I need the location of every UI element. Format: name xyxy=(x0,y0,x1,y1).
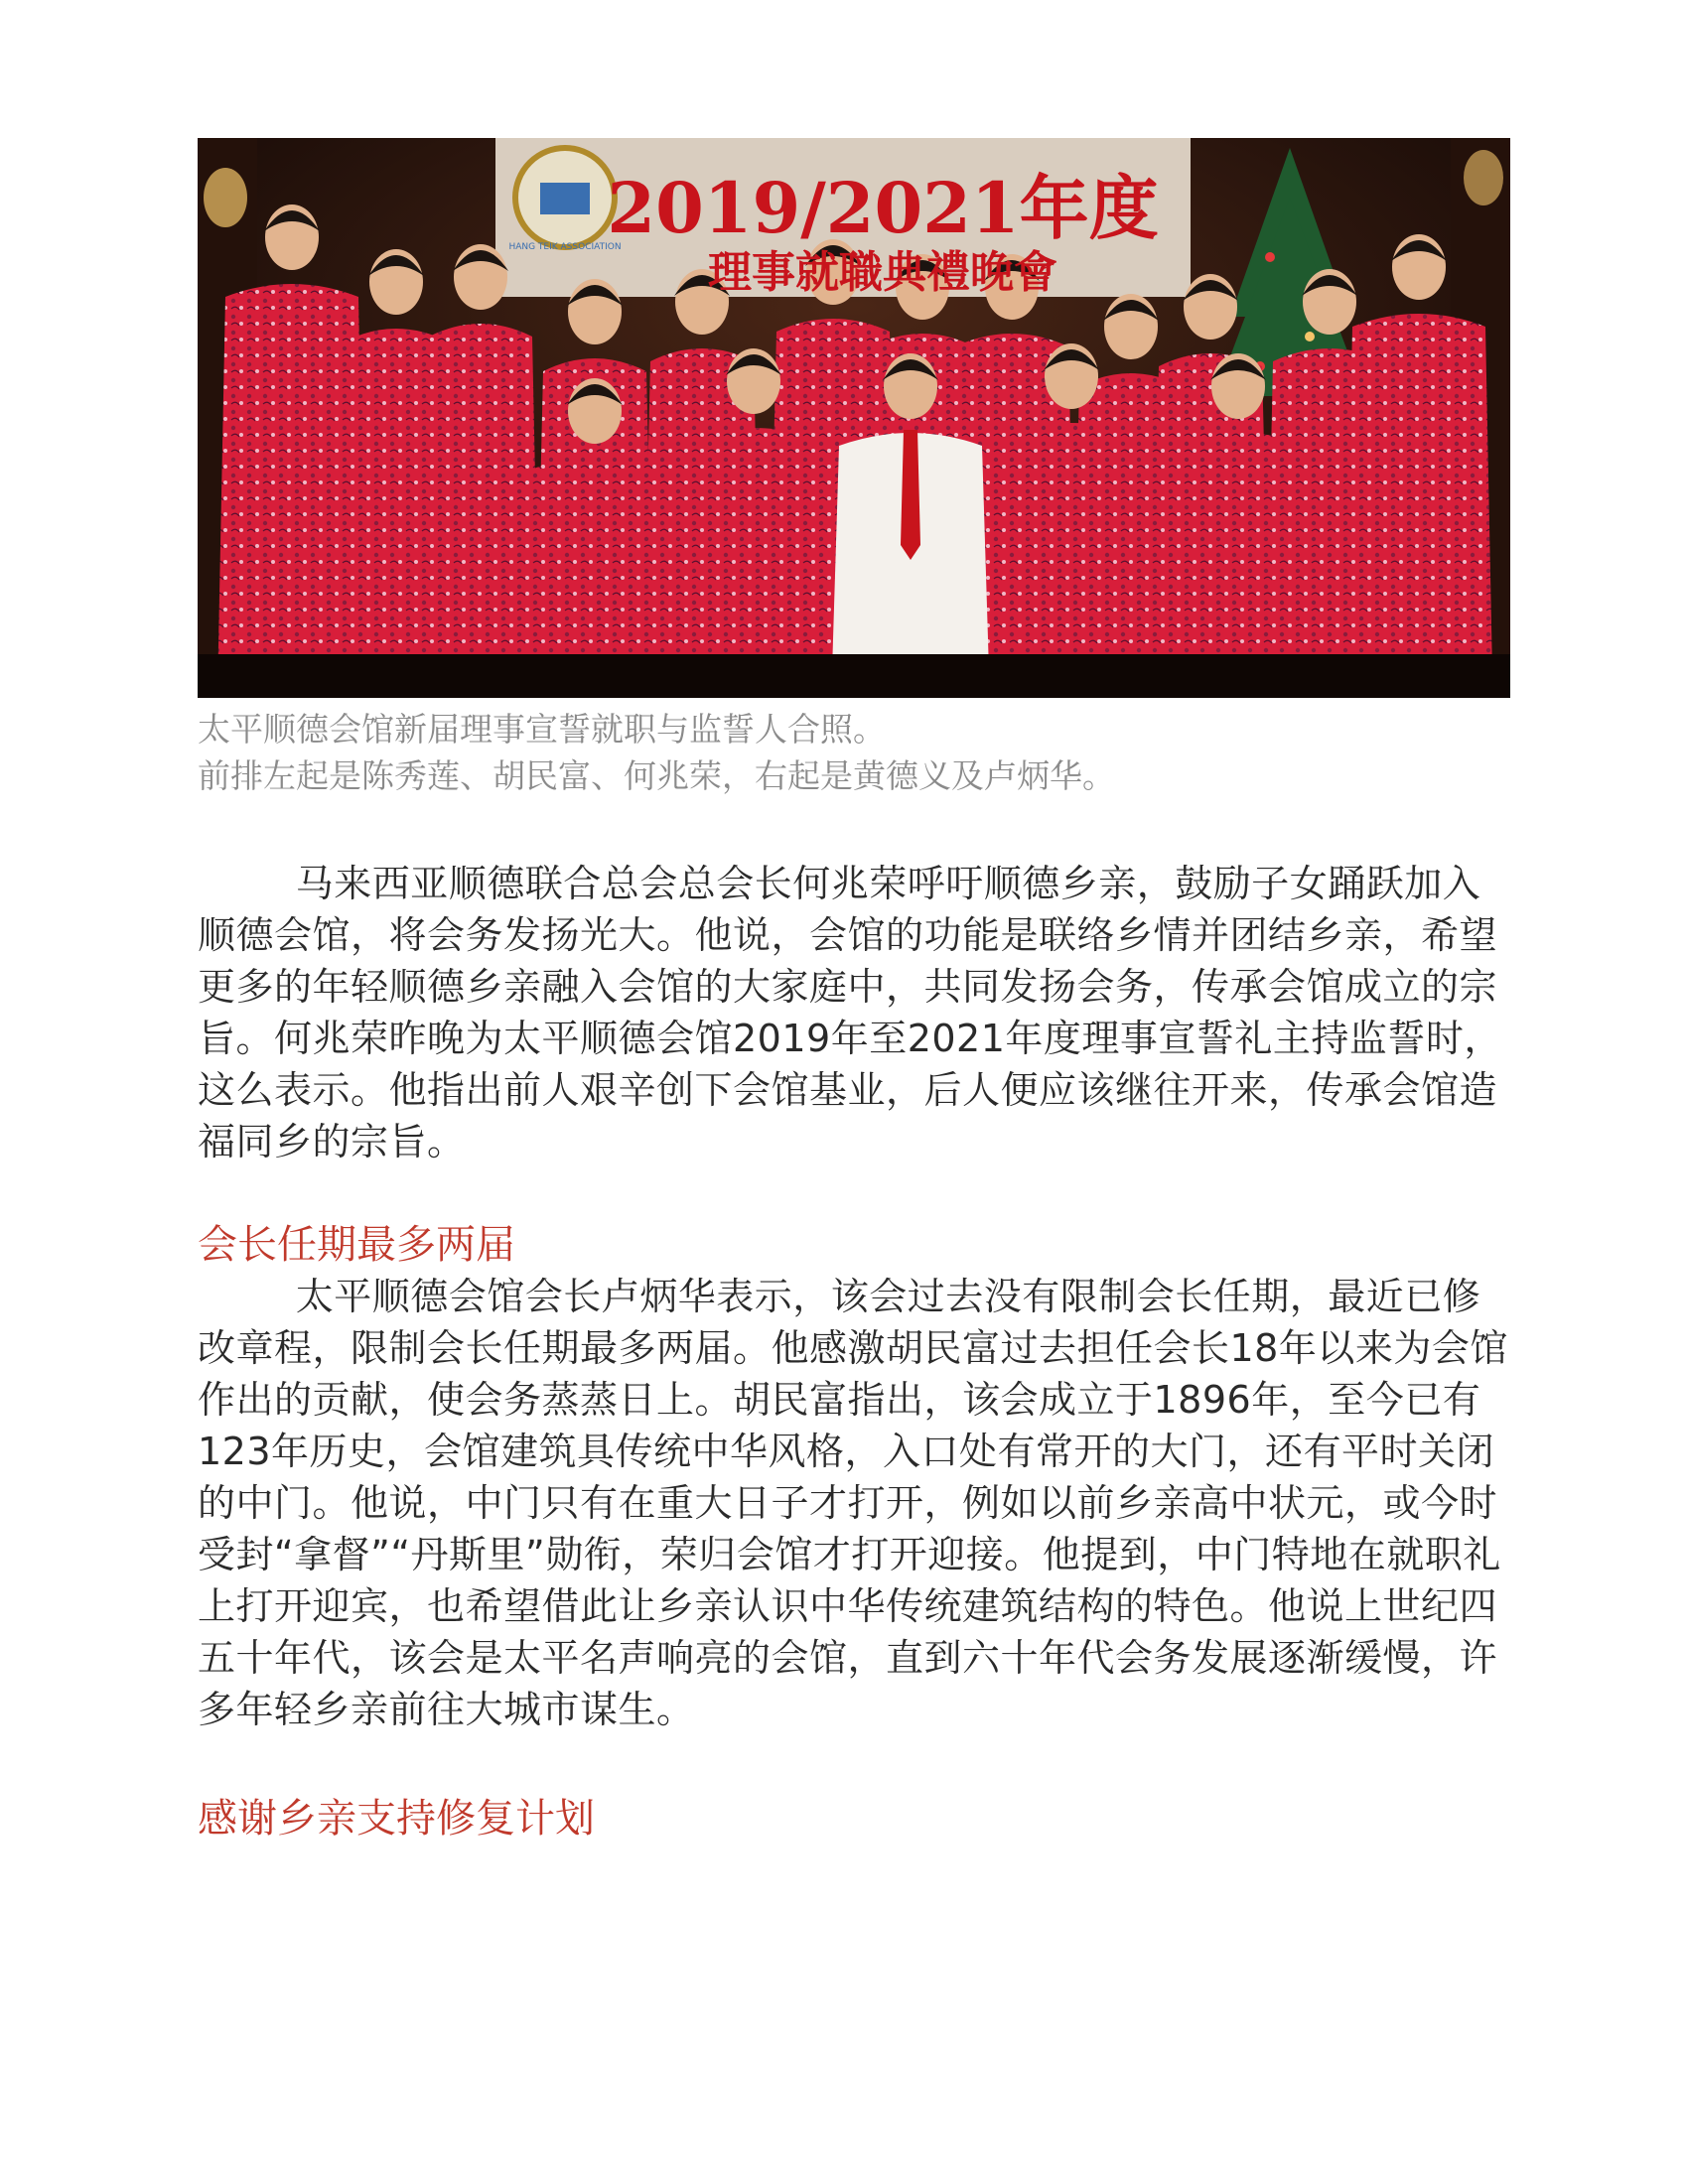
section-heading-2: 感谢乡亲支持修复计划 xyxy=(198,1796,595,1842)
article xyxy=(198,138,1518,1844)
paragraph-2: 太平顺德会馆会长卢炳华表示，该会过去没有限制会长任期，最近已修改章程，限制会长任期最多两届。他感激胡民富过去担任会长18年以来为会馆作出的贡献，使会务蒸蒸日上。胡民富指出，该会成立于1896年，至今已有123年历史，会馆建筑具传统中华风格，入口处有常开的大门，还有平时关闭的中门。他说，中门只有在重大日子才打开，例如以前乡亲高中状元，或今时受封“拿督”“丹斯里”勋衔，荣归会馆才打开迎接。他提到，中门特地在就职礼上打开迎宾，也希望借此让乡亲认识中华传统建筑结构的特色。他说上世纪四五十年代，该会是太平名声响亮的会馆，直到六十年代会务发展逐渐缓慢，许多年轻乡亲前往大城市谋生。 xyxy=(198,1275,1508,1731)
banner-overlay xyxy=(198,138,1510,698)
section-heading-1: 会长任期最多两届 xyxy=(198,1222,515,1268)
caption-line-2: 前排左起是陈秀莲、胡民富、何兆荣，右起是黄德义及卢炳华。 xyxy=(198,756,1115,795)
photo-caption xyxy=(198,706,1518,799)
paragraph-1: 马来西亚顺德联合总会总会长何兆荣呼吁顺德乡亲，鼓励子女踊跃加入顺德会馆，将会务发扬光大。他说，会馆的功能是联络乡情并团结乡亲，希望更多的年轻顺德乡亲融入会馆的大家庭中，共同发扬会务，传承会馆成立的宗旨。何兆荣昨晚为太平顺德会馆2019年至2021年度理事宣誓礼主持监誓时，这么表示。他指出前人艰辛创下会馆基业，后人便应该继往开来，传承会馆造福同乡的宗旨。 xyxy=(198,862,1502,1163)
logo-text: HANG TEIK ASSOCIATION xyxy=(508,242,622,252)
banner-title: 2019/2021年度 xyxy=(607,167,1159,249)
banner-subtitle: 理事就職典禮晚會 xyxy=(708,247,1057,298)
group-photo xyxy=(198,138,1510,698)
caption-line-1: 太平顺德会馆新届理事宣誓就职与监誓人合照。 xyxy=(198,710,886,749)
